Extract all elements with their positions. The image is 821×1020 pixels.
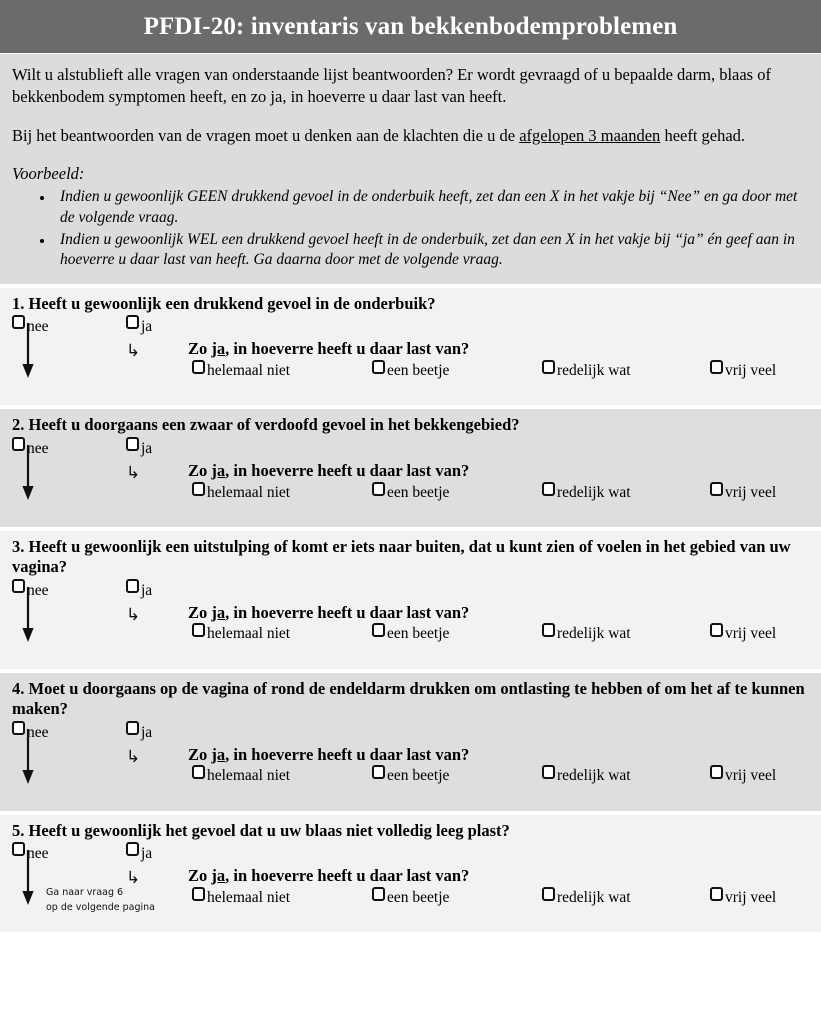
yes-no-row-5 [12,842,809,864]
severity-row-5 [188,887,809,911]
followup-inner-2 [188,461,809,506]
severity-checkbox-1-3[interactable] [542,360,555,374]
severity-label-1-3: redelijk wat [557,362,631,380]
severity-label-1-4: vrij veel [725,362,777,380]
intro-paragraph-2-suffix: heeft gehad. [660,126,746,146]
followup-suffix-5: , in hoeverre heeft u daar last van? [225,866,470,886]
question-text-2: 2. Heeft u doorgaans een zwaar of verdoofd gevoel in het bekkengebied? [12,415,520,435]
page-header [0,0,821,54]
severity-checkbox-2-3[interactable] [542,482,555,496]
severity-checkbox-4-4[interactable] [710,765,723,779]
severity-option-4-2[interactable] [372,765,449,784]
question-text-3: 3. Heeft u gewoonlijk een uitstulping of komt er iets naar buiten, dat u kunt zien of voelen in het gebied van uw vagina? [12,536,791,577]
checkbox-label-ja-4: ja [141,723,153,741]
severity-option-4-1[interactable] [192,765,290,784]
severity-option-2-2[interactable] [372,482,449,501]
followup-hook-arrow-icon-3: ↳ [126,604,141,625]
skip-instruction-line-2: op de volgende pagina [46,901,155,913]
severity-option-5-1[interactable] [192,887,290,906]
checkbox-ja-5[interactable] [126,842,139,856]
severity-label-5-2: een beetje [387,888,450,906]
checkbox-label-ja-1: ja [141,318,153,336]
severity-option-5-3[interactable] [542,887,631,906]
severity-label-2-1: helemaal niet [207,483,291,501]
severity-row-2 [188,482,809,506]
skip-down-arrow-icon-1 [21,323,35,379]
checkbox-label-nee-2: nee [27,439,49,457]
question-text-4: 4. Moet u doorgaans op de vagina of rond de endeldarm drukken om ontlasting te hebben of om het af te kunnen maken? [12,678,805,719]
severity-option-2-3[interactable] [542,482,631,501]
severity-label-3-1: helemaal niet [207,625,291,643]
followup-area-2 [12,461,809,517]
followup-question-4 [188,745,809,765]
followup-hook-arrow-icon-1: ↳ [126,341,141,362]
severity-checkbox-2-1[interactable] [192,482,205,496]
severity-checkbox-3-2[interactable] [372,623,385,637]
severity-label-4-2: een beetje [387,767,450,785]
skip-down-arrow-icon-4 [21,729,35,785]
severity-label-3-2: een beetje [387,625,450,643]
severity-checkbox-1-4[interactable] [710,360,723,374]
severity-label-3-4: vrij veel [725,625,777,643]
severity-checkbox-5-3[interactable] [542,887,555,901]
intro-timeframe-emphasis: afgelopen 3 maanden [519,126,661,146]
followup-prefix-3: Zo [188,602,212,622]
checkbox-ja-4[interactable] [126,721,139,735]
followup-emphasis-3: ja [211,602,226,622]
severity-option-3-1[interactable] [192,623,290,642]
question-block-2 [0,409,821,526]
followup-question-3 [188,603,809,623]
followup-hook-arrow-icon-2: ↳ [126,462,141,483]
followup-area-3 [12,603,809,659]
skip-instruction-note [46,886,155,915]
severity-label-2-4: vrij veel [725,483,777,501]
intro-paragraph-2 [12,125,807,147]
severity-checkbox-4-1[interactable] [192,765,205,779]
example-list-item: • Indien u gewoonlijk GEEN drukkend gevoel in de onderbuik heeft, zet dan een X in het vakje bij “Nee” en ga door met de volgende vraag. [54,187,807,228]
severity-label-4-3: redelijk wat [557,767,631,785]
followup-suffix-1: , in hoeverre heeft u daar last van? [225,339,470,359]
followup-prefix-5: Zo [188,866,212,886]
severity-checkbox-5-2[interactable] [372,887,385,901]
severity-label-4-1: helemaal niet [207,767,291,785]
severity-option-1-3[interactable] [542,360,631,379]
skip-down-arrow-icon-3 [21,587,35,643]
severity-label-2-2: een beetje [387,483,450,501]
followup-hook-arrow-icon-4: ↳ [126,746,141,767]
example-list-item: • Indien u gewoonlijk WEL een drukkend gevoel heeft in de onderbuik, zet dan een X in het vakje bij “ja” én geef aan in hoeverre u daar last van heeft. Ga daarna door met de volgende vraag. [54,230,807,271]
severity-label-1-2: een beetje [387,362,450,380]
severity-label-4-4: vrij veel [725,767,777,785]
severity-label-1-1: helemaal niet [207,362,291,380]
followup-inner-5 [188,866,809,911]
skip-instruction-line-1: Ga naar vraag 6 [46,887,124,899]
question-text-1: 1. Heeft u gewoonlijk een drukkend gevoel in de onderbuik? [12,293,436,313]
severity-option-3-4[interactable] [710,623,776,642]
intro-block [0,54,821,284]
severity-label-5-3: redelijk wat [557,888,631,906]
checkbox-option-ja-2[interactable] [126,437,152,457]
severity-checkbox-1-1[interactable] [192,360,205,374]
intro-paragraph-1 [12,64,807,108]
question-block-4 [0,673,821,811]
question-text-5: 5. Heeft u gewoonlijk het gevoel dat u uw blaas niet volledig leeg plast? [12,820,510,840]
checkbox-label-ja-5: ja [141,845,153,863]
severity-checkbox-2-2[interactable] [372,482,385,496]
example-list [12,187,807,270]
followup-prefix-2: Zo [188,460,212,480]
checkbox-option-ja-4[interactable] [126,721,152,741]
yes-no-row-2 [12,437,809,459]
severity-option-2-1[interactable] [192,482,290,501]
severity-checkbox-5-4[interactable] [710,887,723,901]
severity-checkbox-3-3[interactable] [542,623,555,637]
skip-down-arrow-icon-2 [21,445,35,501]
checkbox-ja-3[interactable] [126,579,139,593]
checkbox-ja-1[interactable] [126,315,139,329]
checkbox-ja-2[interactable] [126,437,139,451]
severity-option-3-2[interactable] [372,623,449,642]
severity-label-3-3: redelijk wat [557,625,631,643]
followup-emphasis-1: ja [211,339,226,359]
yes-no-row-4 [12,721,809,743]
severity-option-2-4[interactable] [710,482,776,501]
checkbox-option-ja-3[interactable] [126,579,152,599]
yes-no-row-1 [12,315,809,337]
followup-area-4 [12,745,809,801]
severity-row-3 [188,623,809,647]
severity-option-5-4[interactable] [710,887,776,906]
intro-paragraph-1-text: Wilt u alstublieft alle vragen van onderstaande lijst beantwoorden? Er wordt gevraagd of u bepaalde darm, blaas of bekkenbodem symptomen heeft, en zo ja, in hoeverre u daar last van heeft. [12,65,771,107]
severity-option-1-1[interactable] [192,360,290,379]
intro-paragraph-2-prefix: Bij het beantwoorden van de vragen moet u denken aan de klachten die u de [12,126,520,146]
checkbox-label-nee-3: nee [27,581,49,599]
followup-inner-1 [188,339,809,384]
followup-hook-arrow-icon-5: ↳ [126,868,141,889]
example-label: Voorbeeld: [12,164,85,184]
followup-suffix-2: , in hoeverre heeft u daar last van? [225,460,470,480]
severity-option-3-3[interactable] [542,623,631,642]
severity-checkbox-4-3[interactable] [542,765,555,779]
followup-question-5 [188,866,809,886]
checkbox-label-nee-5: nee [27,845,49,863]
checkbox-option-ja-1[interactable] [126,315,152,335]
severity-label-5-4: vrij veel [725,888,777,906]
skip-down-arrow-icon-5 [21,850,35,906]
followup-question-1 [188,339,809,359]
followup-emphasis-5: ja [211,866,226,886]
severity-option-1-2[interactable] [372,360,449,379]
checkbox-option-ja-5[interactable] [126,842,152,862]
yes-no-row-3 [12,579,809,601]
severity-checkbox-3-4[interactable] [710,623,723,637]
severity-row-1 [188,360,809,384]
followup-suffix-4: , in hoeverre heeft u daar last van? [225,744,470,764]
severity-label-5-1: helemaal niet [207,888,291,906]
severity-option-5-2[interactable] [372,887,449,906]
question-block-1 [0,288,821,405]
followup-inner-4 [188,745,809,790]
severity-option-4-3[interactable] [542,765,631,784]
severity-label-2-3: redelijk wat [557,483,631,501]
severity-option-4-4[interactable] [710,765,776,784]
severity-checkbox-2-4[interactable] [710,482,723,496]
severity-option-1-4[interactable] [710,360,776,379]
checkbox-label-ja-3: ja [141,581,153,599]
severity-checkbox-5-1[interactable] [192,887,205,901]
followup-emphasis-2: ja [211,460,226,480]
followup-area-1 [12,339,809,395]
question-block-3 [0,531,821,669]
followup-emphasis-4: ja [211,744,226,764]
followup-question-2 [188,461,809,481]
checkbox-label-nee-4: nee [27,723,49,741]
followup-prefix-1: Zo [188,339,212,359]
followup-prefix-4: Zo [188,744,212,764]
followup-inner-3 [188,603,809,648]
checkbox-label-nee-1: nee [27,318,49,336]
question-block-5 [0,815,821,932]
severity-checkbox-3-1[interactable] [192,623,205,637]
followup-area-5 [12,866,809,922]
severity-checkbox-1-2[interactable] [372,360,385,374]
severity-checkbox-4-2[interactable] [372,765,385,779]
severity-row-4 [188,765,809,789]
intro-spacer [12,108,807,125]
checkbox-label-ja-2: ja [141,439,153,457]
followup-suffix-3: , in hoeverre heeft u daar last van? [225,602,470,622]
page-title: PFDI-20: inventaris van bekkenbodemproblemen [143,13,678,40]
